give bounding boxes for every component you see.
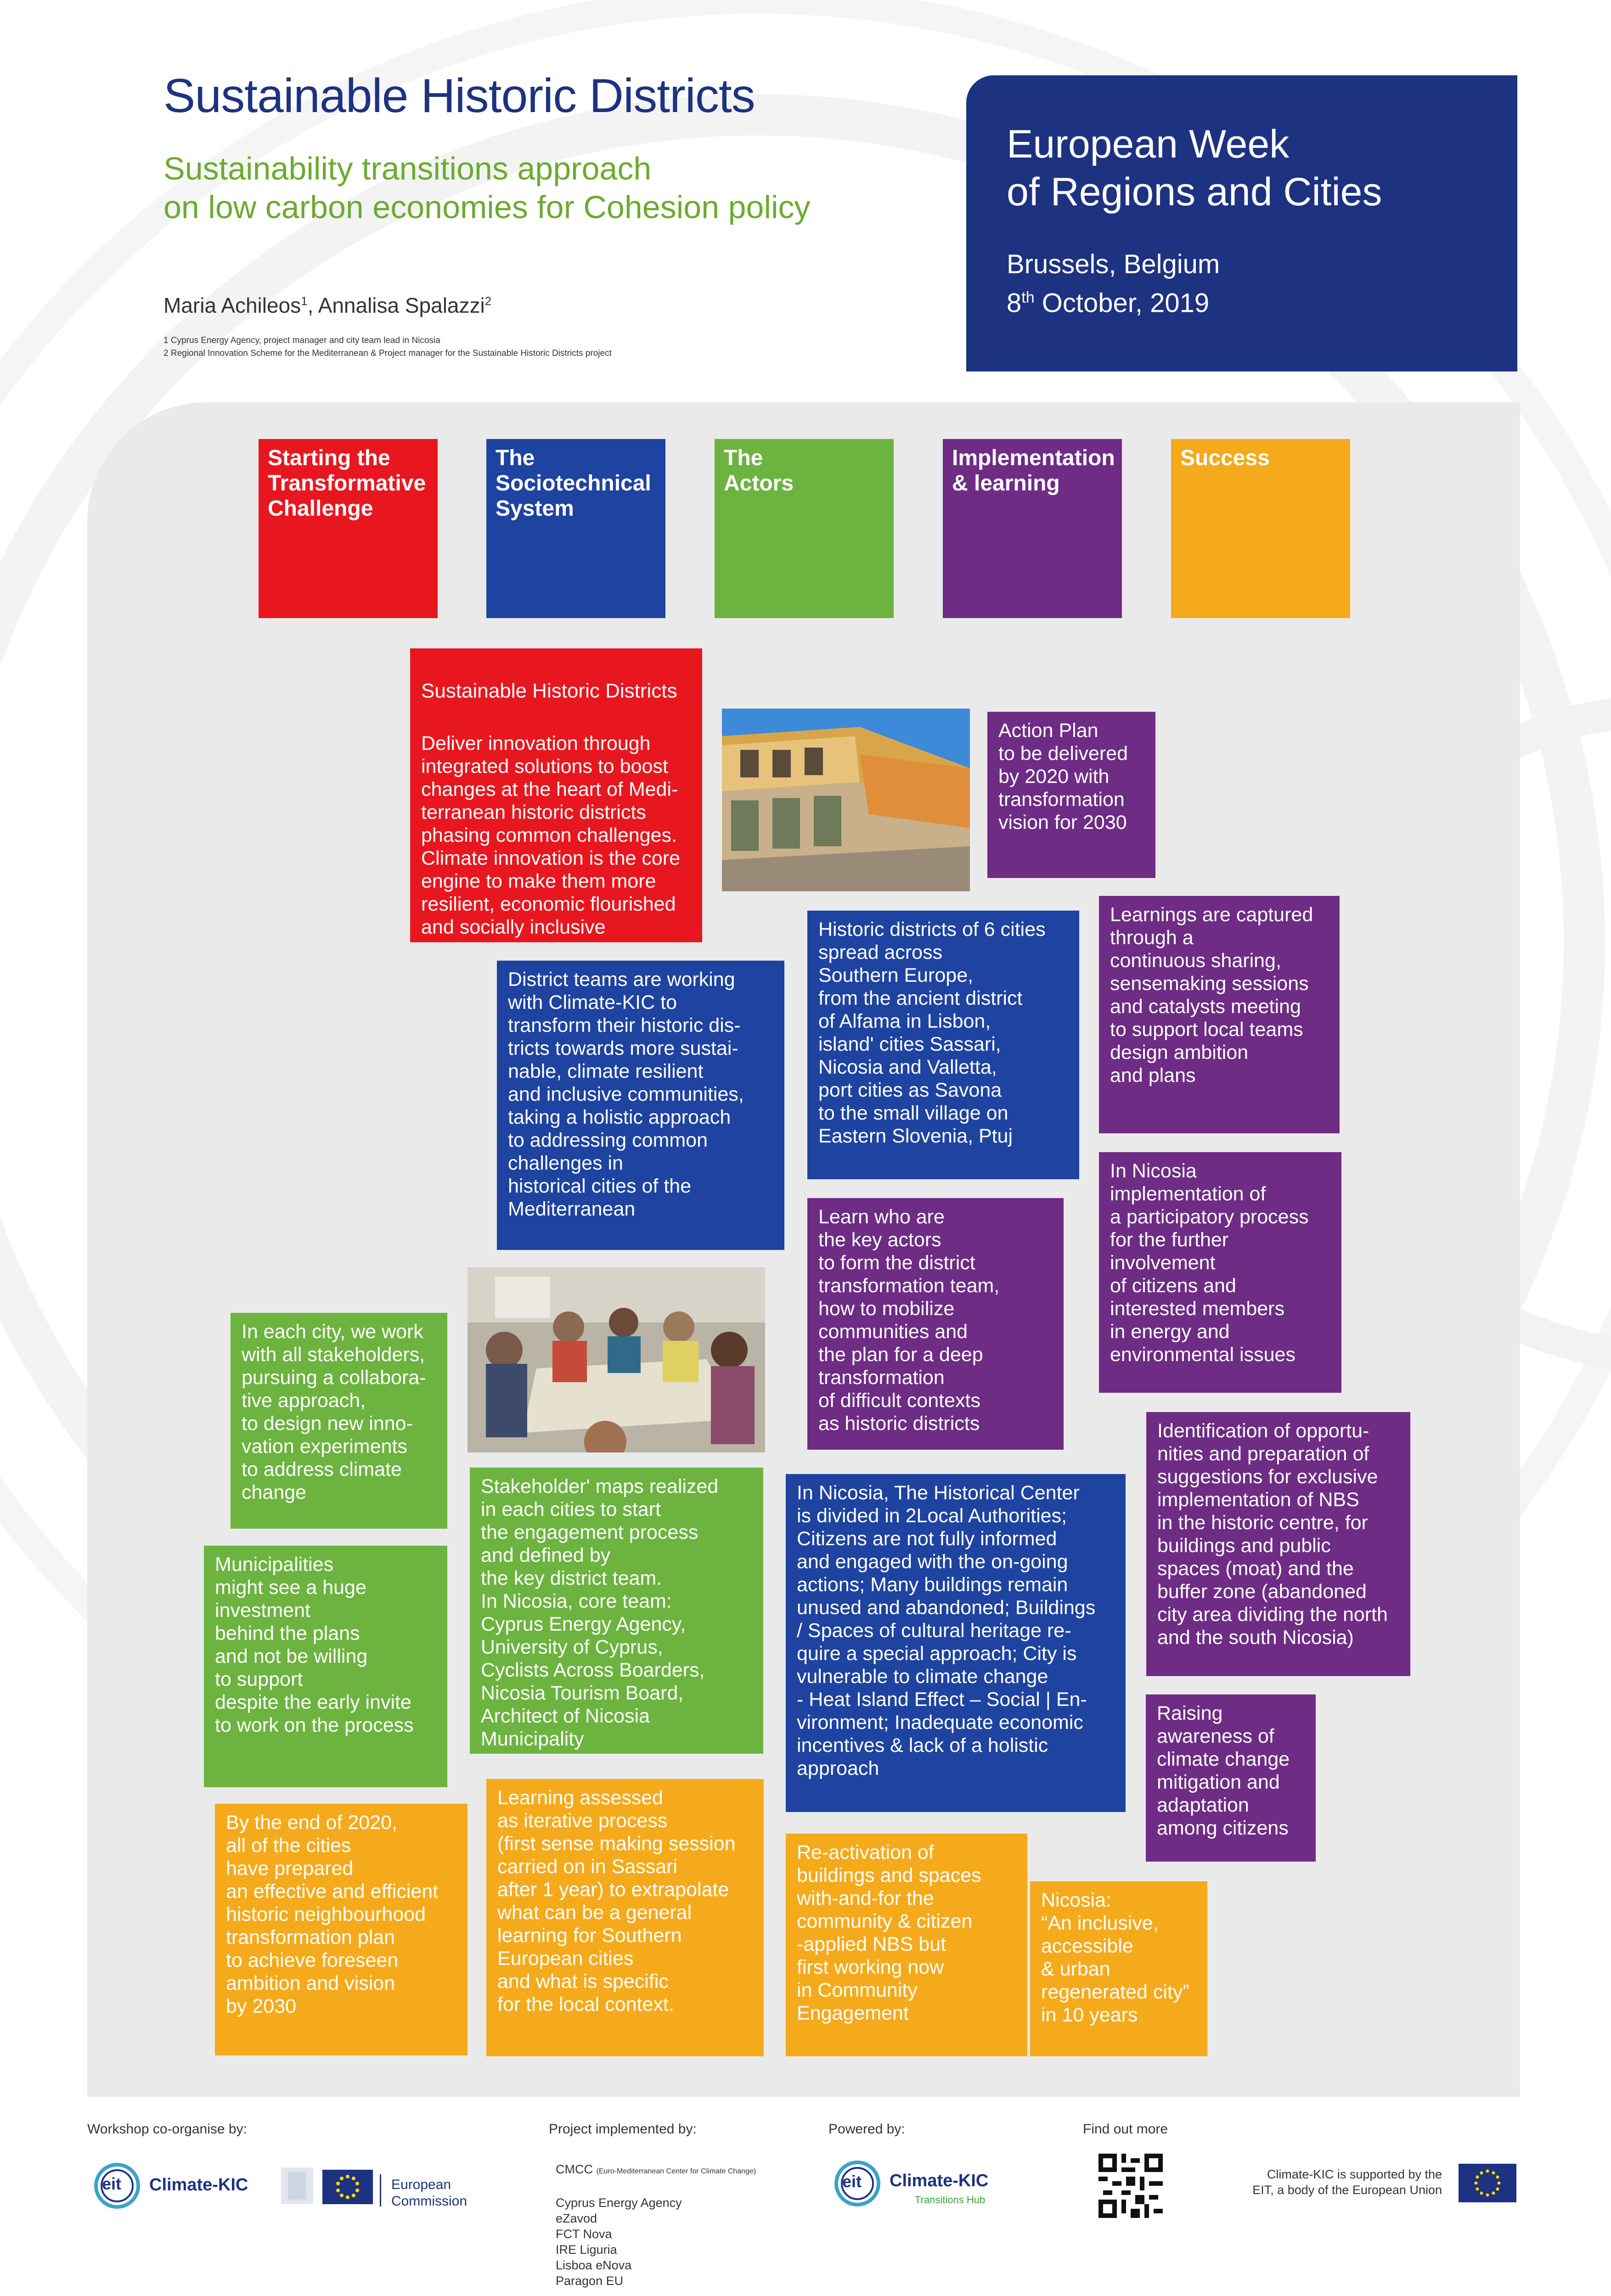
reactivation-box: Re-activation of buildings and spaces with-and-for the community & citizen -applied NBS but first working now in Community Engagement <box>786 1834 1027 2056</box>
partners-list: CMCC (Euro-Mediterranean Center for Climate Change) Cyprus Energy Agency eZavod FCT Nova IRE Liguria Lisboa eNova Paragon EU <box>556 2162 756 2288</box>
eu-flag-icon <box>1459 2164 1516 2202</box>
municipalities-box: Municipalities might see a huge investment behind the plans and not be willing to support despite the early invite to work on the process <box>204 1546 447 1787</box>
nicosia-center-box: In Nicosia, The Historical Center is divided in 2Local Authorities; Citizens are not fully informed and engaged with the on-going actions; Many buildings remain unused and abandoned; Buildings / Spaces of cultural heritage re- quire a special approach; City is vulnerable to climate change - Heat Island Effect – Social | En- vironment; Inadequate economic incentives & lack of a holistic approach <box>786 1474 1126 1812</box>
implemented-label: Project implemented by: <box>549 2122 697 2137</box>
find-out-more-label: Find out more <box>1083 2122 1168 2137</box>
learning-assessed-box: Learning assessed as iterative process (first sense making session carried on in Sassari after 1 year) to extrapolate what can be a general learning for Southern European cities and what is specific for the local context. <box>486 1779 764 2056</box>
learnings-box: Learnings are captured through a continuous sharing, sensemaking sessions and catalysts meeting to support local teams design ambition and plans <box>1099 896 1340 1133</box>
column-header-success: Success <box>1171 439 1350 618</box>
stakeholder-maps-box: Stakeholder' maps realized in each cities to start the engagement process and defined by the key district team. In Nicosia, core team: Cyprus Energy Agency, University of Cyprus, Cyclists Across Boarders, Nicosia Tourism Board, Architect of Nicosia Municipality <box>470 1468 763 1754</box>
event-box <box>966 75 1517 371</box>
action-plan-box: Action Plan to be delivered by 2020 with transformation vision for 2030 <box>987 712 1155 878</box>
transitions-hub-logo[interactable]: eit Climate-KIC Transitions Hub <box>832 2158 1025 2213</box>
raising-awareness-box: Raising awareness of climate change mitigation and adaptation among citizens <box>1146 1694 1316 1862</box>
historic-street-photo <box>722 709 970 891</box>
shd-box-body: Deliver innovation through integrated solutions to boost changes at the heart of Medi- terranean historic districts phasing common challenges. Climate innovation is the core engine to make them more resilient, economic flourished and socially inclusive <box>421 732 681 938</box>
powered-label: Powered by: <box>828 2122 905 2137</box>
column-header-implementation: Implementation & learning <box>943 439 1122 618</box>
event-name: European Week of Regions and Cities <box>1007 122 1382 214</box>
identification-box: Identification of opportu- nities and preparation of suggestions for exclusive implementation of NBS in the historic centre, for buildings and public spaces (moat) and the buffer zone (abandoned city area dividing the north and the south Nicosia) <box>1146 1412 1410 1676</box>
ec-building-icon <box>281 2154 387 2218</box>
qr-code-icon[interactable] <box>1098 2154 1163 2218</box>
column-header-challenge: Starting the Transformative Challenge <box>259 439 438 618</box>
eu-support-note: Climate-KIC is supported by the EIT, a body of the European Union <box>1252 2167 1442 2197</box>
shd-box-title: Sustainable Historic Districts <box>421 680 677 702</box>
event-place-date: Brussels, Belgium 8th October, 2019 <box>1007 249 1220 318</box>
authors: Maria Achileos$^1$, Annalisa Spalazzi$^2$ <box>163 293 492 317</box>
shd-description-box <box>410 648 702 942</box>
coorganised-label: Workshop co-organise by: <box>87 2122 247 2137</box>
district-teams-box: District teams are working with Climate-KIC to transform their historic dis- tricts towards more sustai- nable, climate resilient and inclusive communities, taking a holistic approach to addressing common challenges in historical cities of the Mediterranean <box>497 961 784 1250</box>
climate-kic-logo[interactable]: eit Climate-KIC <box>92 2161 266 2211</box>
column-header-sociotechnical: The Sociotechnical System <box>486 439 665 618</box>
historic-districts-box: Historic districts of 6 cities spread across Southern Europe, from the ancient district of Alfama in Lisbon, island' cities Sassari, Nicosia and Valletta, port cities as Savona to the small village on Eastern Slovenia, Ptuj <box>807 911 1079 1179</box>
learn-actors-box: Learn who are the key actors to form the district transformation team, how to mobilize communities and the plan for a deep transformation of difficult contexts as historic districts <box>807 1198 1064 1450</box>
poster-title: Sustainable Historic Districts <box>163 69 755 123</box>
workshop-photo <box>468 1267 765 1452</box>
nicosia-vision-box: Nicosia: “An inclusive, accessible & urban regenerated city” in 10 years <box>1030 1881 1207 2056</box>
european-commission-logo[interactable]: European Commission <box>281 2154 483 2218</box>
poster-subtitle: Sustainability transitions approach on low carbon economies for Cohesion policy <box>163 151 811 225</box>
column-header-actors: The Actors <box>715 439 894 618</box>
each-city-box: In each city, we work with all stakeholders, pursuing a collabora- tive approach, to design new inno- vation experiments to address climate change <box>231 1313 447 1529</box>
affiliations: 1 Cyprus Energy Agency, project manager and city team lead in Nicosia 2 Regional Innovation Scheme for the Mediterranean & Project manager for the Sustainable Historic Districts project <box>163 336 612 358</box>
nicosia-participatory-box: In Nicosia implementation of a participatory process for the further involvement of citizens and interested members in energy and environmental issues <box>1099 1152 1341 1393</box>
by-2020-box: By the end of 2020, all of the cities have prepared an effective and efficient historic neighbourhood transformation plan to achieve foreseen ambition and vision by 2030 <box>215 1804 468 2055</box>
